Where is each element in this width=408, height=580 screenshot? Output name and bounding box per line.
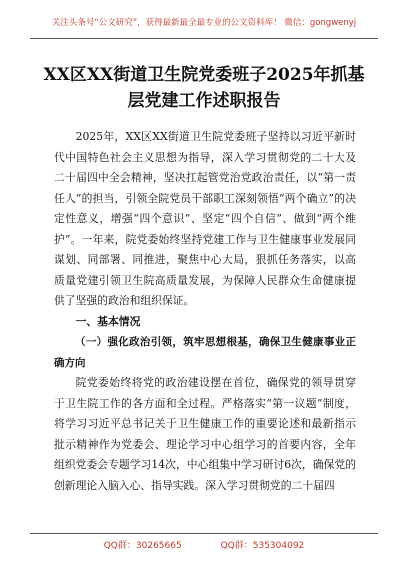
document-body [54,127,356,496]
footer-banner [30,533,378,556]
header-banner: 关注头条号“公文研究”，获得最新最全最专业的公文资料库！ 微信：gongwenyj [30,8,378,39]
footer-qq-group-1: QQ群：30265665 [103,541,182,551]
section-heading-basic-info: 一、基本情况 [75,314,141,328]
intro-paragraph: 2025年，XX区XX街道卫生院党委班子坚持以习近平新时代中国特色社会主义思想为指导，深入学习贯彻党的二十大及二十届四中全会精神，坚决扛起管党治党政治责任，以“第一责任人”的担当，引领全院党员干部职工深刻领悟“两个确立”的决定性意义，增强“四个意识”、坚定“四个自信”、做到“两个维护”。一年来，院党委始终坚持党建工作与卫生健康事业发展同谋划、同部署、同推进，聚焦中心大局，狠抓任务落实，以高质量党建引领卫生院高质量发展，为保障人民群众生命健康提供了坚强的政治和组织保证。 [54,130,356,307]
footer-qq-group-2: QQ群：535304092 [220,541,305,551]
subsection-heading-political-leadership: （一）强化政治引领，筑牢思想根基，确保卫生健康事业正确方向 [54,336,356,369]
subsection-paragraph: 院党委始终将党的政治建设摆在首位，确保党的领导贯穿于卫生院工作的各方面和全过程。严格落实“第一议题”制度，将学习习近平总书记关于卫生健康工作的重要论述和最新指示批示精神作为党委会、理论学习中心组学习的首要内容，全年组织党委会专题学习14次，中心组集中学习研讨6次，确保党的创新理论入脑入心、指导实践。深入学习贯彻党的二十届四 [54,376,356,492]
document-title: XX区XX街道卫生院党委班子2025年抓基层党建工作述职报告 [43,65,365,111]
